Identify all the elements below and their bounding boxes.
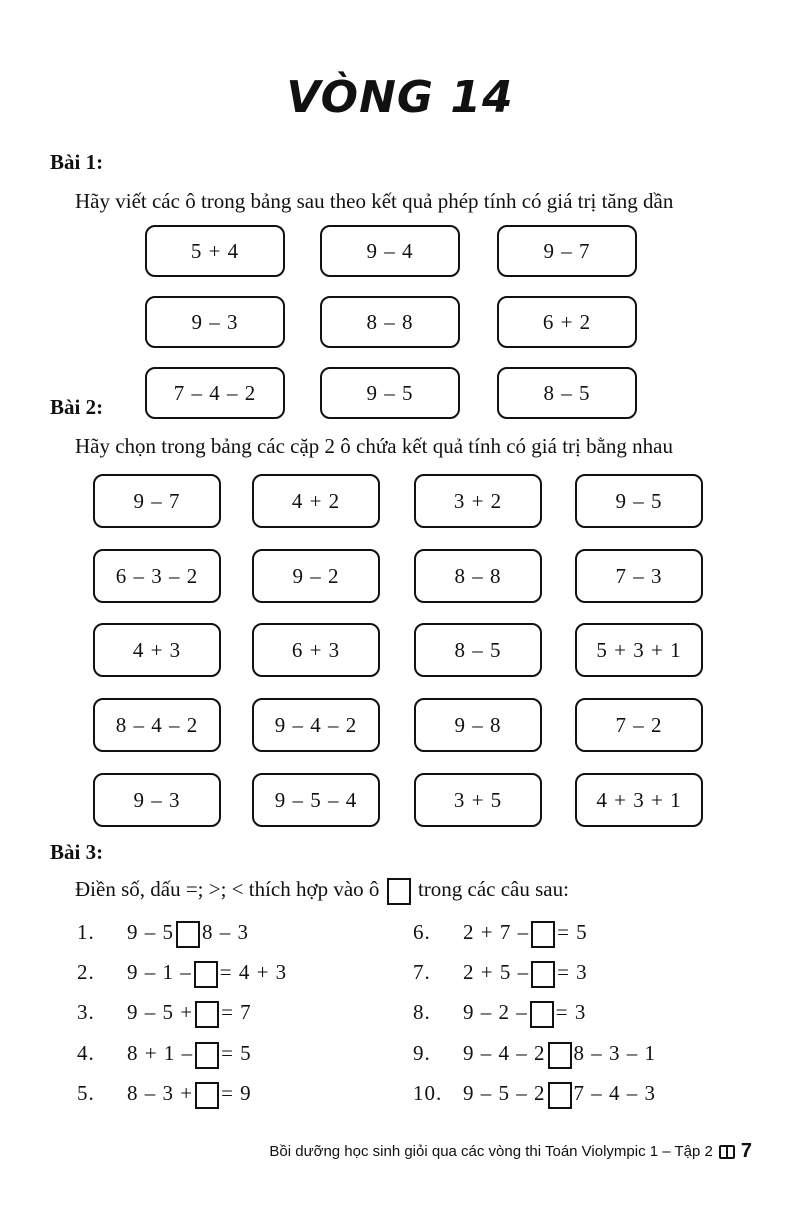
bai1-card[interactable]: 7 – 4 – 2 (145, 367, 285, 419)
bai2-card[interactable]: 4 + 3 (93, 623, 221, 677)
answer-box[interactable] (195, 1082, 219, 1109)
bai1-card[interactable]: 9 – 5 (320, 367, 460, 419)
question-row (413, 1041, 656, 1069)
bai1-card[interactable]: 9 – 3 (145, 296, 285, 348)
page-number: 7 (740, 1140, 752, 1162)
answer-box[interactable] (195, 1001, 219, 1028)
question-left: 9 – 2 – (463, 1000, 528, 1024)
question-number: 10. (413, 1081, 443, 1105)
bai2-card[interactable]: 5 + 3 + 1 (575, 623, 703, 677)
answer-box[interactable] (176, 921, 200, 948)
question-row (413, 920, 588, 948)
question-right: = 5 (557, 920, 588, 944)
answer-box[interactable] (530, 1001, 554, 1028)
bai2-card[interactable]: 3 + 5 (414, 773, 542, 827)
page-title: VÒNG 14 (286, 72, 514, 123)
question-number: 8. (413, 1000, 431, 1024)
question-row (77, 920, 249, 948)
bai1-card[interactable]: 9 – 4 (320, 225, 460, 277)
question-left: 9 – 5 (127, 920, 174, 944)
question-row (77, 960, 287, 988)
question-number: 7. (413, 960, 431, 984)
question-left: 2 + 7 – (463, 920, 530, 944)
question-left: 2 + 5 – (463, 960, 530, 984)
bai2-card[interactable]: 6 + 3 (252, 623, 380, 677)
answer-box-sample (387, 878, 411, 905)
bai3-instruction-after: trong các câu sau: (417, 877, 569, 901)
question-number: 4. (77, 1041, 95, 1065)
answer-box[interactable] (195, 1042, 219, 1069)
footer-text: Bồi dưỡng học sinh giỏi qua các vòng thi Toán Violympic 1 – Tập 2 (269, 1143, 713, 1160)
bai1-card[interactable]: 9 – 7 (497, 225, 637, 277)
page-footer (269, 1140, 752, 1163)
question-left: 9 – 5 – 2 (463, 1081, 546, 1105)
bai1-instruction: Hãy viết các ô trong bảng sau theo kết quả phép tính có giá trị tăng dần (75, 189, 674, 213)
answer-box[interactable] (531, 961, 555, 988)
question-right: = 4 + 3 (219, 960, 288, 984)
bai3-heading: Bài 3: (50, 840, 104, 864)
bai2-card[interactable]: 8 – 5 (414, 623, 542, 677)
question-left: 8 + 1 – (127, 1041, 194, 1065)
bai1-card[interactable]: 8 – 5 (497, 367, 637, 419)
bai2-card[interactable]: 4 + 3 + 1 (575, 773, 703, 827)
answer-box[interactable] (531, 921, 555, 948)
bai2-heading: Bài 2: (50, 395, 104, 419)
bai2-instruction: Hãy chọn trong bảng các cặp 2 ô chứa kết quả tính có giá trị bằng nhau (75, 434, 674, 458)
bai2-card[interactable]: 6 – 3 – 2 (93, 549, 221, 603)
question-row (413, 1081, 656, 1109)
question-row (413, 960, 588, 988)
bai2-card[interactable]: 9 – 5 – 4 (252, 773, 380, 827)
question-right: = 3 (555, 1000, 587, 1024)
question-number: 9. (413, 1041, 431, 1065)
bai2-card[interactable]: 8 – 4 – 2 (93, 698, 221, 752)
question-number: 1. (77, 920, 95, 944)
answer-box[interactable] (194, 961, 218, 988)
question-left: 9 – 4 – 2 (463, 1041, 546, 1065)
bai2-card[interactable]: 4 + 2 (252, 474, 380, 528)
bai2-card[interactable]: 9 – 5 (575, 474, 703, 528)
question-number: 6. (413, 920, 431, 944)
answer-box[interactable] (548, 1082, 572, 1109)
question-number: 3. (77, 1000, 95, 1024)
question-right: 7 – 4 – 3 (573, 1081, 656, 1105)
question-row (77, 1000, 252, 1028)
answer-box[interactable] (548, 1042, 572, 1069)
bai2-card[interactable]: 9 – 8 (414, 698, 542, 752)
bai3-instruction (75, 877, 569, 905)
question-left: 9 – 1 – (127, 960, 192, 984)
question-row (77, 1081, 252, 1109)
bai1-card[interactable]: 5 + 4 (145, 225, 285, 277)
question-row (413, 1000, 586, 1028)
question-left: 9 – 5 + (127, 1000, 194, 1024)
question-right: = 3 (557, 960, 588, 984)
bai2-card[interactable]: 3 + 2 (414, 474, 542, 528)
question-right: = 7 (221, 1000, 252, 1024)
bai2-card[interactable]: 9 – 7 (93, 474, 221, 528)
bai1-card[interactable]: 6 + 2 (497, 296, 637, 348)
question-right: 8 – 3 – 1 (573, 1041, 656, 1065)
question-right: 8 – 3 (202, 920, 249, 944)
bai1-card[interactable]: 8 – 8 (320, 296, 460, 348)
bai2-card[interactable]: 7 – 3 (575, 549, 703, 603)
bai2-card[interactable]: 9 – 4 – 2 (252, 698, 380, 752)
question-number: 5. (77, 1081, 95, 1105)
book-icon (719, 1145, 735, 1159)
question-right: = 5 (221, 1041, 252, 1065)
question-left: 8 – 3 + (127, 1081, 194, 1105)
bai2-card[interactable]: 8 – 8 (414, 549, 542, 603)
bai1-heading: Bài 1: (50, 150, 104, 174)
bai2-card[interactable]: 9 – 3 (93, 773, 221, 827)
bai3-instruction-before: Điền số, dấu =; >; < thích hợp vào ô (75, 877, 380, 901)
bai2-card[interactable]: 9 – 2 (252, 549, 380, 603)
question-right: = 9 (221, 1081, 252, 1105)
bai2-card[interactable]: 7 – 2 (575, 698, 703, 752)
question-number: 2. (77, 960, 95, 984)
question-row (77, 1041, 252, 1069)
